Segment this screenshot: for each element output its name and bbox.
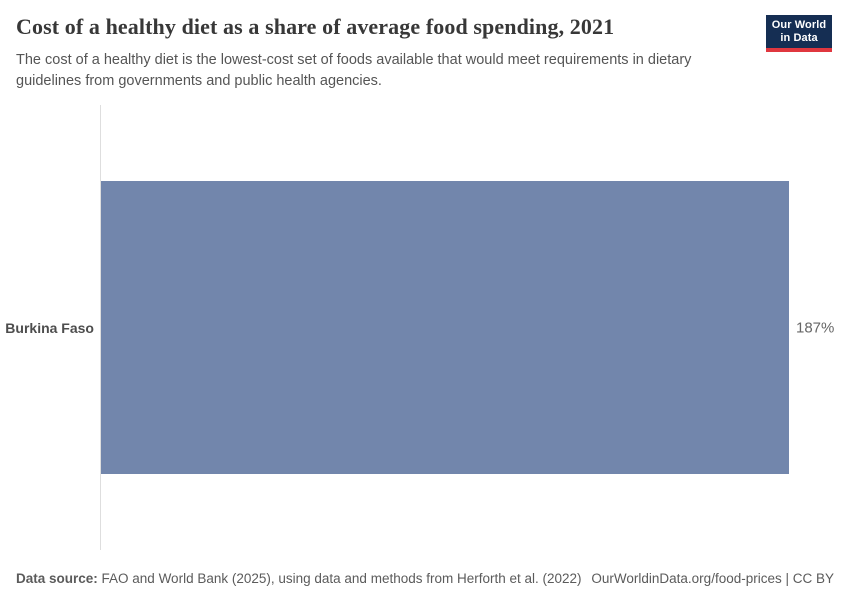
bar[interactable] <box>101 181 789 475</box>
chart-subtitle: The cost of a healthy diet is the lowest-cost set of foods available that would meet requirements in dietary guidelines from governments and public health agencies. <box>16 52 692 90</box>
owid-logo-line2: in Data <box>780 31 818 44</box>
bar-chart <box>0 105 850 550</box>
chart-title: Cost of a healthy diet as a share of average food spending, 2021 <box>16 14 615 39</box>
chart-footer <box>16 571 834 586</box>
data-source <box>16 571 582 586</box>
bar-track <box>100 105 835 550</box>
data-source-label: Data source: <box>16 571 98 586</box>
data-source-text: FAO and World Bank (2025), using data and methods from Herforth et al. (2022) <box>97 571 582 586</box>
owid-logo-line1: Our World <box>771 18 827 31</box>
entity-label: Burkina Faso <box>5 319 94 336</box>
bar-row <box>0 105 850 550</box>
footer-link[interactable]: OurWorldinData.org/food-prices | CC BY <box>591 571 834 586</box>
owid-logo[interactable] <box>766 15 832 52</box>
value-label: 187% <box>796 319 835 336</box>
